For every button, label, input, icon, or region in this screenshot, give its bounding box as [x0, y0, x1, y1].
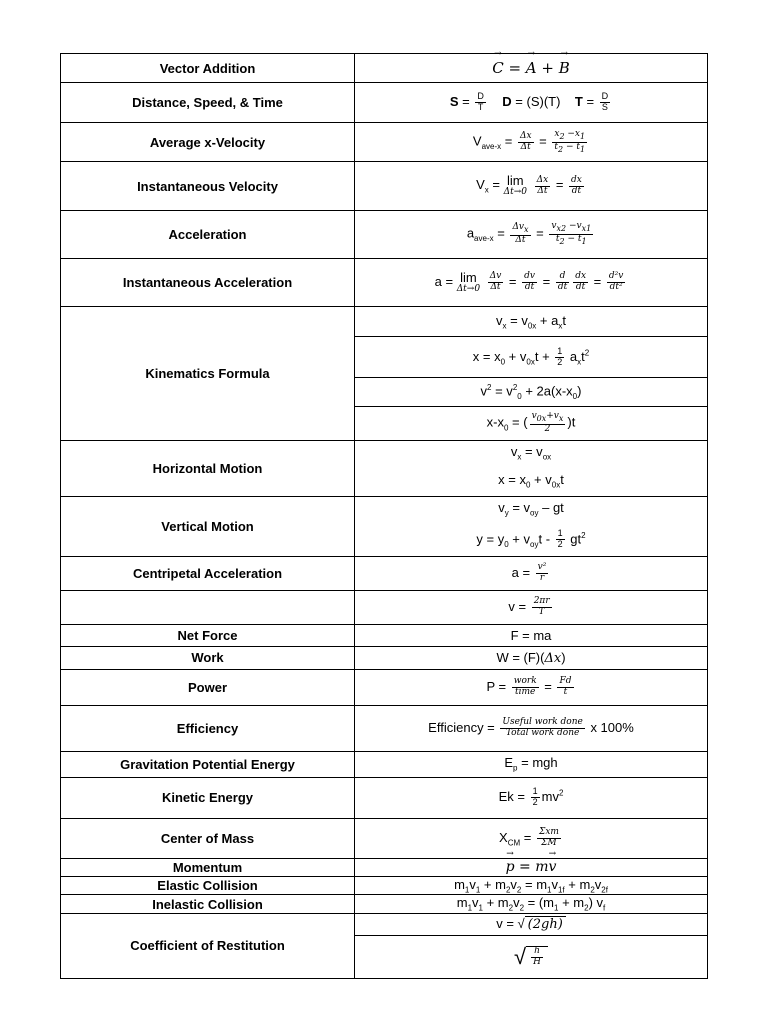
formula-vector-addition: → C = → A + → B — [355, 54, 708, 83]
formula-table — [60, 53, 708, 979]
row-label: Horizontal Motion — [61, 441, 355, 497]
table-row — [61, 123, 708, 162]
table-row — [61, 307, 708, 337]
table-row — [61, 751, 708, 777]
table-row — [61, 669, 708, 705]
row-label: Efficiency — [61, 705, 355, 751]
table-row — [61, 441, 708, 497]
table-row — [61, 818, 708, 858]
formula-centripetal-acceleration: a = $\frac{\text{v²}}{r}$ — [355, 556, 708, 590]
table-row — [61, 211, 708, 259]
row-label: Distance, Speed, & Time — [61, 83, 355, 123]
table-row — [61, 624, 708, 646]
row-label: Kinetic Energy — [61, 777, 355, 818]
row-label: Coefficient of Restitution — [61, 913, 355, 978]
formula-center-of-mass: $X_{CM}$ = $\frac{\text{Σxm}}{\Sigma M}$ — [355, 818, 708, 858]
formula-restitution-velocity: v = √ (2gh) — [355, 913, 708, 935]
formula-momentum: → p = m→ v — [355, 858, 708, 876]
table-row — [61, 556, 708, 590]
formula-vertical-motion: $v_y = v_{oy}$ – gt $y = y_0 + v_{oy}t$ - $\frac{1}{2}$ $gt^2$ — [355, 497, 708, 557]
table-row — [61, 895, 708, 914]
formula-orbital-velocity: v = $\frac{2\pi r}{T}$ — [355, 590, 708, 624]
formula-inelastic-collision: $m_1v_1 + m_2v_2 = (m_1 + m_2)$ $v_f$ — [355, 895, 708, 914]
formula-potential-energy: $E_p$ = mgh — [355, 751, 708, 777]
formula-net-force: F = ma — [355, 624, 708, 646]
row-label: Instantaneous Velocity — [61, 162, 355, 211]
table-row — [61, 646, 708, 669]
row-label: Center of Mass — [61, 818, 355, 858]
table-row — [61, 705, 708, 751]
formula-kinematics-1: $v_x = v_{0x} + a_xt$ — [355, 307, 708, 337]
formula-efficiency: Efficiency = $\frac{\text{Useful work done}}{\text{Total work done}}$ x 100% — [355, 705, 708, 751]
formula-kinematics-3: $v^2 = v^2_0 + 2a(x-x_0)$ — [355, 378, 708, 407]
formula-elastic-collision: $m_1v_1 + m_2v_2 = m_1v_{1f} + m_2v_{2f}$ — [355, 876, 708, 895]
table-row — [61, 54, 708, 83]
formula-acceleration: $a_{ave-x}$ = $\frac{\Delta v_x}{\Delta t}$ = $\frac{v_{x2} -v_{x1}}{t_2 - t_1}$ — [355, 211, 708, 259]
row-label: Kinematics Formula — [61, 307, 355, 441]
formula-restitution-coefficient: √ $\frac{h}{H}$ — [355, 935, 708, 978]
table-row — [61, 162, 708, 211]
table-row — [61, 913, 708, 935]
row-label: Vector Addition — [61, 54, 355, 83]
table-row — [61, 259, 708, 307]
formula-instantaneous-velocity: $V_x$ = lim Δt→0 $\frac{\Delta x}{\Delta t}$ = $\frac{dx}{dt}$ — [355, 162, 708, 211]
table-row — [61, 777, 708, 818]
formula-average-velocity: $V_{ave-x}$ = $\frac{\Delta x}{\Delta t}$ = $\frac{x_2 -x_1}{t_2 - t_1}$ — [355, 123, 708, 162]
formula-instantaneous-acceleration: a = lim Δt→0 $\frac{\Delta v}{\Delta t}$ = $\frac{dv}{dt}$ = $\frac{d}{dt}$ $\frac{dx}{dt}$ = $\frac{\text{d²v}}{\text{dt²}}$ — [355, 259, 708, 307]
row-label: Average x-Velocity — [61, 123, 355, 162]
formula-kinematics-2: $x = x_0 + v_{0x}t$ + $\frac{1}{2}$ $a_xt^2$ — [355, 337, 708, 378]
row-label: Acceleration — [61, 211, 355, 259]
row-label: Net Force — [61, 624, 355, 646]
row-label: Elastic Collision — [61, 876, 355, 895]
table-row — [61, 858, 708, 876]
row-label: Vertical Motion — [61, 497, 355, 557]
table-row — [61, 590, 708, 624]
formula-power: P = $\frac{\text{work}}{\text{time}}$ = $\frac{Fd}{t}$ — [355, 669, 708, 705]
formula-kinetic-energy: Ek = $\frac{1}{2}$ $mv^2$ — [355, 777, 708, 818]
row-label: Centripetal Acceleration — [61, 556, 355, 590]
formula-distance-speed-time: S = $\frac{D}{T}$ D = (S)(T) T = $\frac{D}{S}$ — [355, 83, 708, 123]
formula-kinematics-4: $x-x_0$ = ( $\frac{v_{0x}+v_x}{2}$ )t — [355, 407, 708, 441]
row-label: Instantaneous Acceleration — [61, 259, 355, 307]
table-row — [61, 876, 708, 895]
table-row — [61, 497, 708, 557]
row-label — [61, 590, 355, 624]
row-label: Momentum — [61, 858, 355, 876]
row-label: Inelastic Collision — [61, 895, 355, 914]
row-label: Work — [61, 646, 355, 669]
table-row — [61, 83, 708, 123]
row-label: Power — [61, 669, 355, 705]
formula-work: W = (F)(Δx) — [355, 646, 708, 669]
row-label: Gravitation Potential Energy — [61, 751, 355, 777]
formula-horizontal-motion: $v_x = v_{ox}$ $x = x_0 + v_{0x}t$ — [355, 441, 708, 497]
